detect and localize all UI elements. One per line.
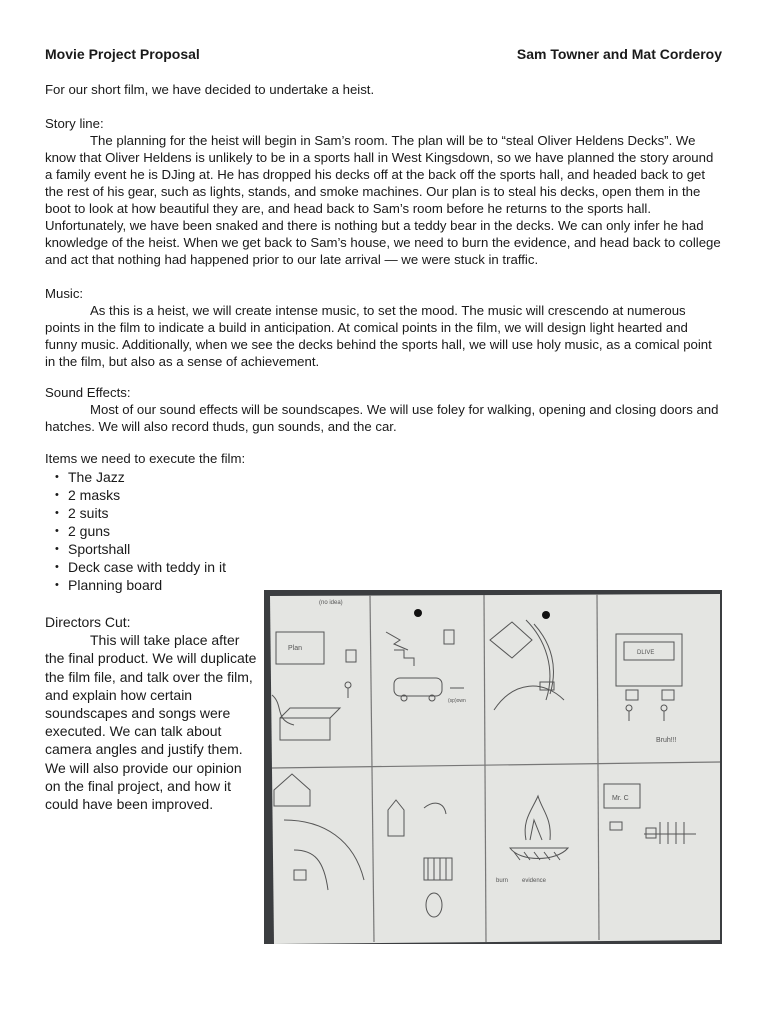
storyline-heading: Story line:: [45, 116, 104, 131]
pin-dot: [542, 611, 550, 619]
intro-paragraph: For our short film, we have decided to undertake a heist.: [45, 82, 375, 97]
list-item: • Sportshall: [45, 540, 226, 558]
music-heading: Music:: [45, 286, 84, 301]
storyboard-sketch: [264, 590, 722, 944]
music-section: [45, 285, 723, 370]
list-item: • Planning board: [45, 576, 226, 594]
sound-effects-heading: Sound Effects:: [45, 385, 131, 400]
storyline-section: [45, 115, 723, 268]
list-item: • 2 masks: [45, 486, 226, 504]
document-authors: Sam Towner and Mat Corderoy: [516, 46, 722, 62]
items-heading: Items we need to execute the film:: [45, 451, 246, 466]
panel-label: (no idea): [319, 600, 343, 606]
storyboard-paper: [270, 594, 720, 944]
items-list: [45, 468, 226, 594]
sound-effects-text: Most of our sound effects will be soundscapes. We will use foley for walking, opening and closing doors and hatches. We will also record thuds, gun sounds, and the car.: [45, 402, 719, 434]
panel-label: Bruh!!!: [656, 737, 677, 744]
storyline-text: The planning for the heist will begin in Sam’s room. The plan will be to “steal Oliver Heldens Decks”. We know that Oliver Heldens is unlikely to be in a sports hall in West Kingsdown, so we have planned the story around a family event he is DJing at. He has dropped his decks off at the back off the sports hall, and headed back to get the rest of his gear, such as lights, stands, and smoke machines. Our plan is to steal his decks, open them in the boot to look at how beautiful they are, and head back to Sam’s room before he returns to the sports hall. Unfortunately, we have been snaked and there is nothing but a teddy bear in the decks. We can only infer he had knowledge of the heist. When we get back to Sam’s house, we need to burn the evidence, and head back to college and act that nothing had happened prior to our late arrival — we were stuck in traffic.: [45, 133, 721, 267]
panel-label: (sp)own: [448, 698, 466, 704]
list-item: • Deck case with teddy in it: [45, 558, 226, 576]
pin-dot: [414, 609, 422, 617]
directors-cut-heading: Directors Cut:: [45, 614, 131, 630]
music-text: As this is a heist, we will create intense music, to set the mood. The music will crescendo at numerous points in the film to indicate a build in anticipation. At comical points in the film, we will design light hearted and funny music. Additionally, when we see the decks behind the sports hall, we will use holy music, as a comical point in the film, but also as a sense of achievement.: [45, 303, 712, 369]
storyboard-photo: [264, 590, 722, 944]
panel-label: DLIVE: [637, 650, 655, 656]
panel-label: Plan: [288, 645, 303, 652]
sound-effects-section: [45, 384, 723, 435]
list-item: • 2 suits: [45, 504, 226, 522]
document-title: Movie Project Proposal: [45, 46, 200, 62]
panel-label: burn: [496, 878, 509, 884]
directors-cut-text: This will take place after the final product. We will duplicate the film file, and talk over the film, and explain how certain soundscapes and songs were executed. We can talk about camera angles and justify them. We will also provide our opinion on the final project, and how it could have been improved.: [45, 632, 257, 813]
directors-cut-section: [45, 613, 257, 813]
panel-label: evidence: [522, 878, 547, 884]
list-item: • The Jazz: [45, 468, 226, 486]
panel-label: Mr. C: [612, 795, 629, 802]
list-item: • 2 guns: [45, 522, 226, 540]
